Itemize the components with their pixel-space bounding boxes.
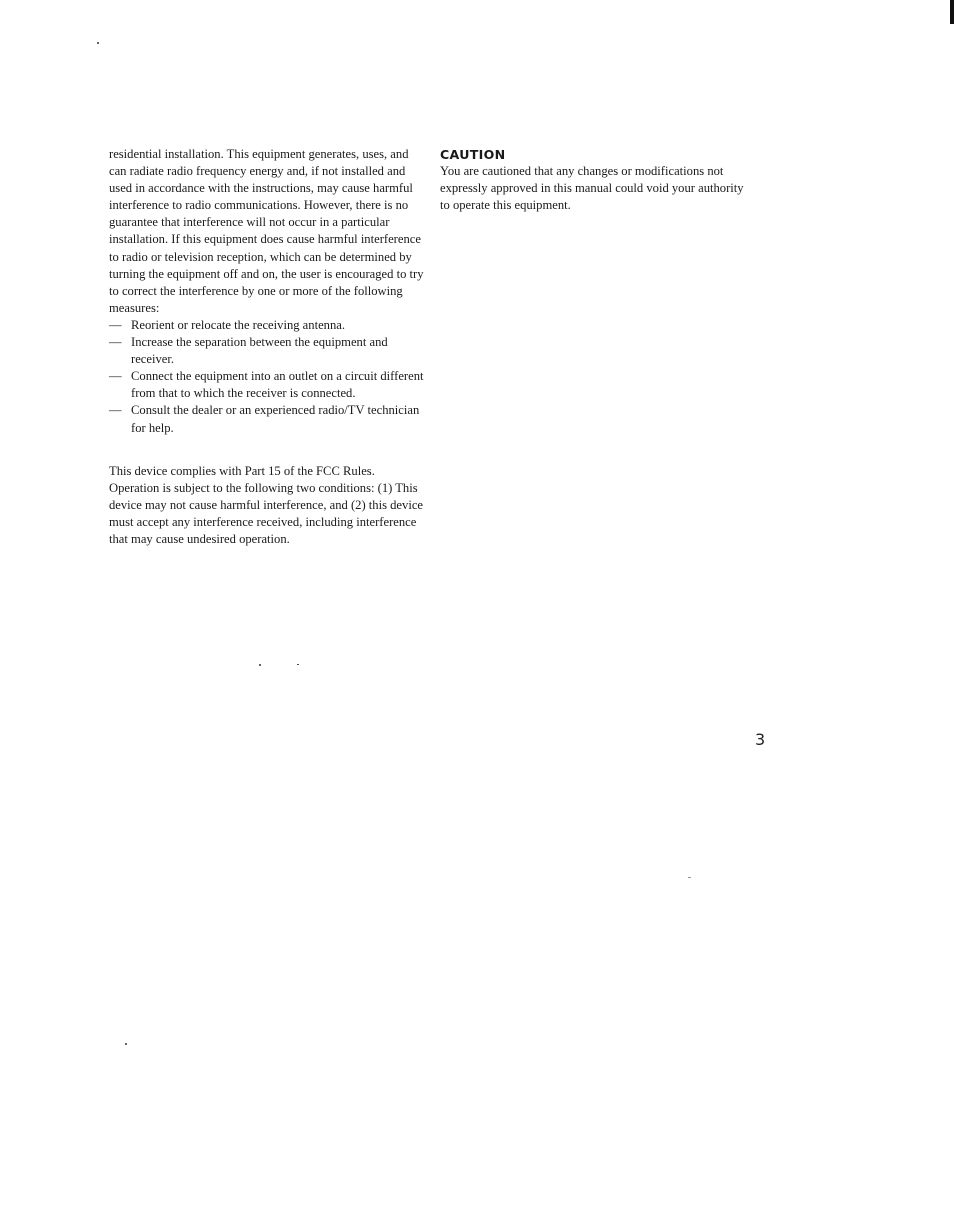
corrective-measures-list (109, 317, 427, 437)
scan-speck (97, 42, 99, 44)
list-item (109, 334, 427, 368)
measure-text: Connect the equipment into an outlet on a circuit different from that to which the receiver is connected. (131, 369, 424, 401)
measure-text: Increase the separation between the equipment and receiver. (131, 335, 388, 367)
list-item (109, 317, 427, 334)
dash-bullet: — (109, 317, 122, 332)
caution-heading: CAUTION (440, 147, 506, 162)
scan-edge-mark (950, 0, 954, 24)
fcc-notice-column (109, 146, 427, 548)
list-item (109, 402, 427, 436)
fcc-compliance-paragraph: This device complies with Part 15 of the FCC Rules. Operation is subject to the following two conditions: (1) This device may not cause harmful interference, and (2) this device must accept any interference received, including interference that may cause undesired operation. (109, 463, 424, 546)
dash-bullet: — (109, 403, 122, 418)
caution-column (440, 146, 750, 214)
scan-speck (259, 664, 261, 666)
fcc-intro-paragraph: residential installation. This equipment generates, uses, and can radiate radio frequency energy and, if not installed and used in accordance with the instructions, may cause harmful interference to radio communications. However, there is no guarantee that interference will not occur in a particular installation. If this equipment does cause harmful interference to radio or television reception, which can be determined by turning the equipment off and on, the user is encouraged to try to correct the interference by one or more of the following measures: (109, 147, 424, 315)
scan-speck (688, 877, 691, 878)
measure-text: Reorient or relocate the receiving antenna. (131, 317, 345, 332)
scan-speck (125, 1043, 127, 1045)
caution-paragraph: You are cautioned that any changes or modifications not expressly approved in this manual could void your authority to operate this equipment. (440, 164, 744, 213)
dash-bullet: — (109, 335, 122, 350)
measure-text: Consult the dealer or an experienced radio/TV technician for help. (131, 403, 420, 435)
dash-bullet: — (109, 369, 122, 384)
scan-speck (297, 664, 299, 665)
list-item (109, 368, 427, 402)
page-number: 3 (755, 730, 766, 749)
